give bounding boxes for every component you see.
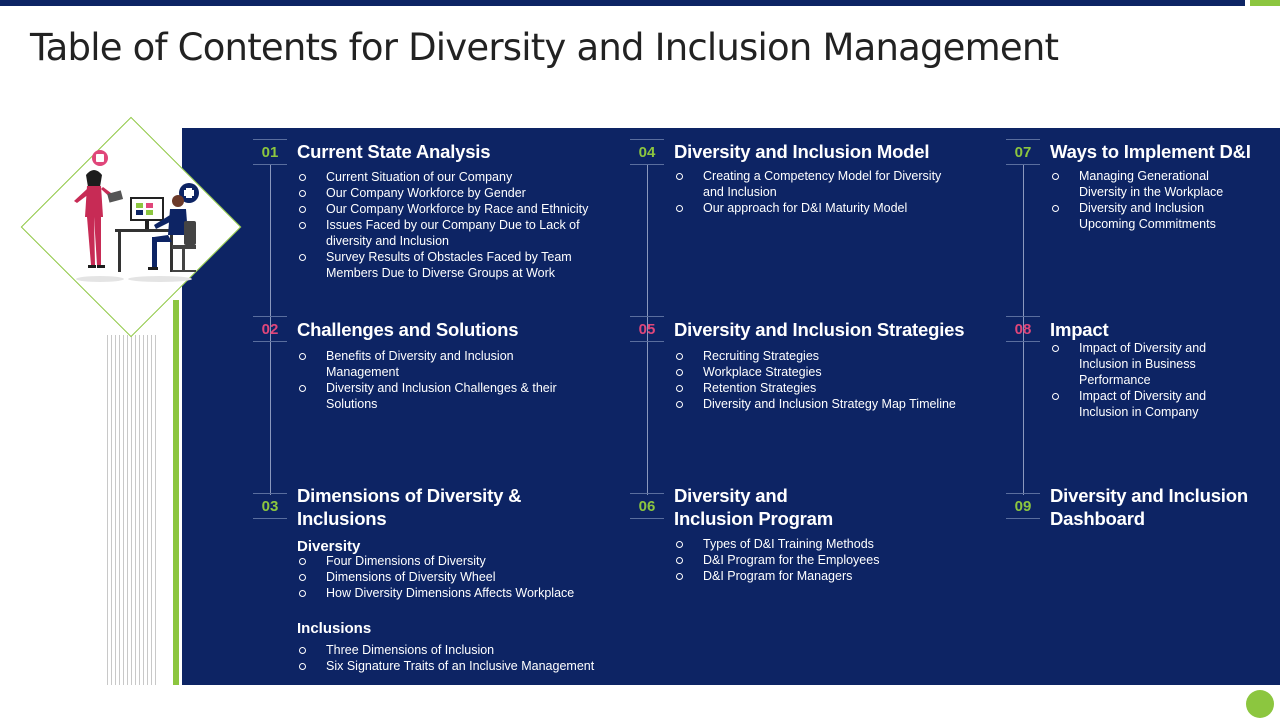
section-list — [297, 169, 627, 281]
section-title: Challenges and Solutions — [297, 319, 519, 340]
list-item: Diversity and Inclusion Challenges & their Solutions — [297, 380, 567, 412]
list-item: D&I Program for Managers — [674, 568, 974, 584]
section-title: Current State Analysis — [297, 141, 491, 162]
section-title: Ways to Implement D&I — [1050, 141, 1251, 162]
sub-heading-inclusions: Inclusions — [297, 620, 372, 637]
list-item: Workplace Strategies — [674, 364, 984, 380]
section-number: 06 — [630, 493, 664, 519]
list-item: Recruiting Strategies — [674, 348, 984, 364]
list-item: Our Company Workforce by Race and Ethnicity — [297, 201, 627, 217]
page-title: Table of Contents for Diversity and Inclusion Management — [30, 26, 1059, 69]
list-item: Survey Results of Obstacles Faced by Team Members Due to Diverse Groups at Work — [297, 249, 627, 281]
section-title: Diversity and Inclusion Dashboard — [1050, 485, 1248, 529]
list-item: Diversity and Inclusion Strategy Map Timeline — [674, 396, 984, 412]
list-item: Impact of Diversity and Inclusion in Business Performance — [1050, 340, 1225, 388]
section-number: 05 — [630, 316, 664, 342]
list-item: Diversity and Inclusion Upcoming Commitments — [1050, 200, 1250, 232]
list-item: Managing Generational Diversity in the Workplace — [1050, 168, 1250, 200]
section-list — [297, 553, 627, 601]
section-list — [1050, 168, 1250, 232]
list-item: Current Situation of our Company — [297, 169, 627, 185]
decorative-stripes — [107, 335, 157, 685]
list-item: Issues Faced by our Company Due to Lack of diversity and Inclusion — [297, 217, 627, 249]
section-list — [1050, 340, 1225, 420]
section-title: Dimensions of Diversity & Inclusions — [297, 485, 522, 529]
list-item: Creating a Competency Model for Diversity and Inclusion — [674, 168, 964, 200]
section-title: Diversity and Inclusion Model — [674, 141, 930, 162]
top-bar — [0, 0, 1245, 6]
list-item: Three Dimensions of Inclusion — [297, 642, 627, 658]
section-title: Diversity and Inclusion Strategies — [674, 319, 965, 340]
green-accent-bar — [173, 300, 179, 685]
section-list — [674, 348, 984, 412]
section-list — [674, 536, 974, 584]
team-meeting-illustration — [60, 145, 210, 290]
section-number: 08 — [1006, 316, 1040, 342]
list-item: Dimensions of Diversity Wheel — [297, 569, 627, 585]
section-number: 02 — [253, 316, 287, 342]
section-title: Impact — [1050, 319, 1109, 340]
section-list — [674, 168, 964, 216]
top-accent-bar — [1250, 0, 1280, 6]
list-item: Our Company Workforce by Gender — [297, 185, 627, 201]
section-number: 01 — [253, 139, 287, 165]
section-number: 04 — [630, 139, 664, 165]
list-item: Four Dimensions of Diversity — [297, 553, 627, 569]
section-number: 07 — [1006, 139, 1040, 165]
section-number: 09 — [1006, 493, 1040, 519]
section-title: Diversity and Inclusion Program — [674, 485, 834, 529]
sub-heading-diversity: Diversity — [297, 538, 361, 555]
section-list — [297, 642, 627, 674]
list-item: Benefits of Diversity and Inclusion Management — [297, 348, 567, 380]
list-item: Types of D&I Training Methods — [674, 536, 974, 552]
list-item: How Diversity Dimensions Affects Workplace — [297, 585, 627, 601]
section-list — [297, 348, 567, 412]
list-item: Our approach for D&I Maturity Model — [674, 200, 964, 216]
section-number: 03 — [253, 493, 287, 519]
list-item: Six Signature Traits of an Inclusive Management — [297, 658, 627, 674]
corner-dot — [1246, 690, 1274, 718]
list-item: Retention Strategies — [674, 380, 984, 396]
list-item: D&I Program for the Employees — [674, 552, 974, 568]
list-item: Impact of Diversity and Inclusion in Company — [1050, 388, 1225, 420]
